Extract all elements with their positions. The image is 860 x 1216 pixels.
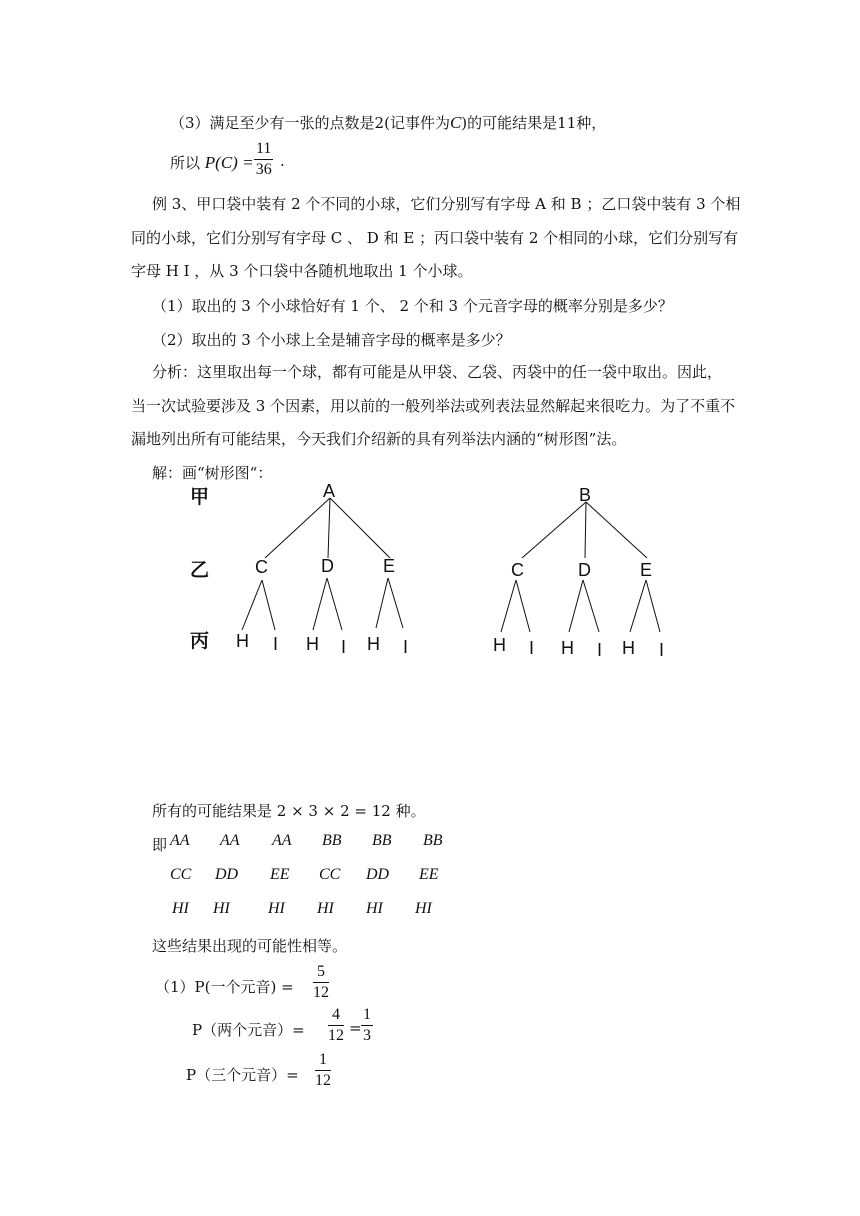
result-cell: CC xyxy=(170,866,192,883)
fraction-numerator: 4 xyxy=(328,1006,344,1026)
part3-so xyxy=(170,152,254,173)
example3-line2: 同的小球，它们分别写有字母 C 、 D 和 E ；丙口袋中装有 2 个相同的小球，它们分别写有 xyxy=(131,229,739,247)
equals-sign: = xyxy=(349,1019,362,1037)
leaf-a-c-i: I xyxy=(273,634,279,654)
result-cell: BB xyxy=(372,832,392,849)
leaf-b-e-i: I xyxy=(659,640,665,660)
level-yi: 乙 xyxy=(190,559,210,581)
solution-label: 解：画“树形图“： xyxy=(152,464,273,482)
prob-3-text: P（三个元音）= xyxy=(186,1066,299,1084)
ji-label: 即 xyxy=(152,836,168,854)
result-cell: EE xyxy=(270,866,290,883)
leaf-a-c-h: H xyxy=(236,631,249,651)
leaf-b-d-i: I xyxy=(597,640,603,660)
level-bing: 丙 xyxy=(190,630,210,652)
leaf-b-e-h: H xyxy=(622,638,635,658)
question-1: （1）取出的 3 个小球恰好有 1 个、 2 个和 3 个元音字母的概率分别是多少？ xyxy=(152,297,673,315)
so-label: 所以 xyxy=(170,154,201,172)
fraction-denominator: 12 xyxy=(315,1072,331,1089)
part3-text-mid2: )的可能结果是 xyxy=(461,114,558,132)
result-cell: EE xyxy=(419,866,439,883)
leaf-b-d-h: H xyxy=(561,638,574,658)
result-cell: BB xyxy=(322,832,342,849)
result-cell: AA xyxy=(170,832,190,849)
node-a: A xyxy=(323,481,336,501)
fraction-denominator: 3 xyxy=(363,1027,371,1044)
result-cell: CC xyxy=(319,866,341,883)
fraction-numerator: 5 xyxy=(313,963,329,983)
result-cell: HI xyxy=(317,900,334,917)
result-cell: AA xyxy=(272,832,292,849)
prob-2-text: P（两个元音）= xyxy=(192,1021,305,1039)
tree-diagram xyxy=(0,470,860,700)
node-a-c: C xyxy=(255,557,268,577)
part3-num: 2 xyxy=(374,114,385,132)
fraction-11-36 xyxy=(254,140,273,180)
pc-expression: P(C) = xyxy=(204,153,254,172)
node-b-c: C xyxy=(511,560,524,580)
result-cell: HI xyxy=(268,900,285,917)
result-cell: AA xyxy=(220,832,240,849)
example3-line1: 例 3、甲口袋中装有 2 个不同的小球，它们分别写有字母 A 和 B ；乙口袋中装有 3 个相 xyxy=(152,195,741,213)
node-a-e: E xyxy=(383,556,396,576)
result-cell: BB xyxy=(423,832,443,849)
analysis-line2: 当一次试验要涉及 3 个因素，用以前的一般列举法或列表法显然解起来很吃力。为了不重不 xyxy=(131,397,736,415)
node-a-d: D xyxy=(321,556,334,576)
period: . xyxy=(280,152,285,170)
node-b-e: E xyxy=(640,560,653,580)
prob-1-label: （1） xyxy=(155,978,195,996)
part3-count: 11 xyxy=(557,114,577,132)
part3-text-mid: (记事件为 xyxy=(384,114,450,132)
node-b-d: D xyxy=(578,560,591,580)
result-cell: HI xyxy=(172,900,189,917)
analysis-line1: 分析：这里取出每一个球，都有可能是从甲袋、乙袋、丙袋中的任一袋中取出。因此， xyxy=(152,363,723,381)
tree-branches xyxy=(242,498,660,632)
equal-likelihood: 这些结果出现的可能性相等。 xyxy=(152,937,348,955)
fraction-1-3 xyxy=(361,1006,373,1046)
fraction-denominator: 12 xyxy=(328,1027,344,1044)
part3-text: （3）满足至少有一张的点数是 xyxy=(170,114,375,132)
fraction-numerator: 1 xyxy=(315,1051,331,1071)
result-cell: HI xyxy=(213,900,230,917)
level-jia: 甲 xyxy=(190,486,210,508)
analysis-line3: 漏地列出所有可能结果，今天我们介绍新的具有列举法内涵的“树形图”法。 xyxy=(131,430,627,448)
leaf-a-e-h: H xyxy=(367,634,380,654)
fraction-1-12 xyxy=(315,1051,331,1091)
node-b: B xyxy=(579,485,592,505)
leaf-a-e-i: I xyxy=(403,637,409,657)
leaf-b-c-i: I xyxy=(529,638,535,658)
result-cell: DD xyxy=(215,866,239,883)
results-total: 所有的可能结果是 2 × 3 × 2 = 12 种。 xyxy=(152,802,426,820)
fraction-5-12 xyxy=(313,963,329,1003)
prob-1 xyxy=(155,976,294,997)
result-cell: HI xyxy=(366,900,383,917)
prob-1-text: P(一个元音) = xyxy=(194,978,294,996)
fraction-4-12 xyxy=(328,1006,344,1046)
fraction-denominator: 36 xyxy=(255,161,272,178)
question-2: （2）取出的 3 个小球上全是辅音字母的概率是多少？ xyxy=(152,331,511,349)
leaf-a-d-h: H xyxy=(306,634,319,654)
leaf-b-c-h: H xyxy=(493,635,506,655)
fraction-numerator: 11 xyxy=(254,140,273,160)
part3-end: 种， xyxy=(576,114,607,132)
result-cell: DD xyxy=(366,866,390,883)
fraction-denominator: 12 xyxy=(313,984,329,1001)
part3-statement xyxy=(170,112,606,133)
example3-line3: 字母 H I ，从 3 个口袋中各随机地取出 1 个小球。 xyxy=(131,262,473,280)
leaf-a-d-i: I xyxy=(341,637,347,657)
fraction-numerator: 1 xyxy=(361,1006,373,1026)
event-var: C xyxy=(449,113,462,132)
result-cell: HI xyxy=(415,900,432,917)
